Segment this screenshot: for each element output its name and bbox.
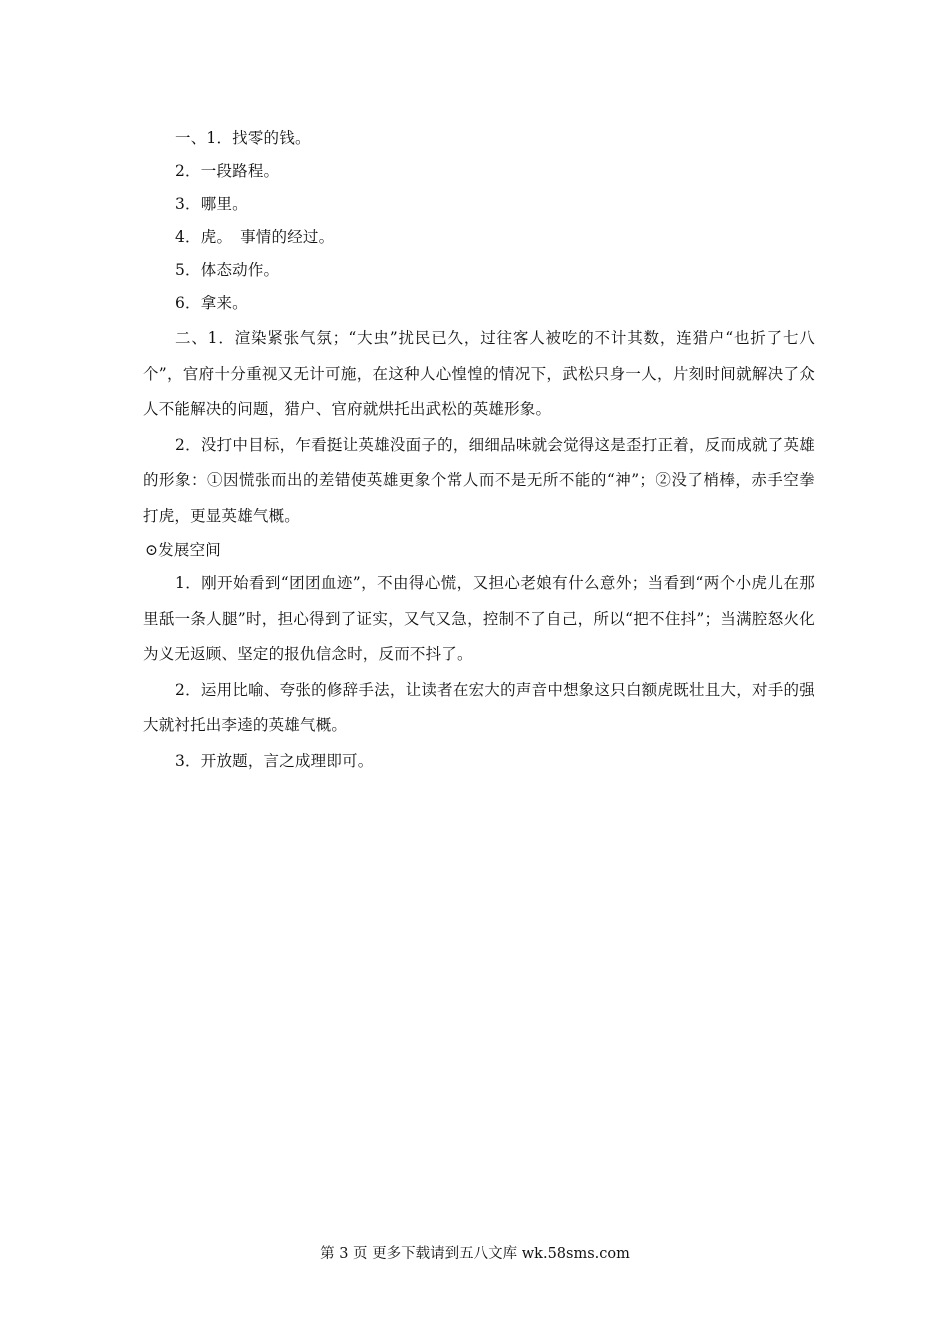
- answer-1-1: 一、1．找零的钱。: [175, 129, 311, 147]
- answer-content: [143, 122, 815, 779]
- page-footer: 第 3 页 更多下载请到五八文库 wk.58sms.com: [320, 1246, 630, 1262]
- answer-1-4: 4．虎。 事情的经过。: [175, 228, 335, 246]
- answer-2-1: 二、1．渲染紧张气氛；“大虫”扰民已久，过往客人被吃的不计其数，连猎户“也折了七八个”，官府十分重视又无计可施，在这种人心惶惶的情况下，武松只身一人，片刻时间就解决了众人不能解决的问题，猎户、官府就烘托出武松的英雄形象。: [143, 329, 815, 418]
- development-2: 2．运用比喻、夸张的修辞手法，让读者在宏大的声音中想象这只白额虎既壮且大，对手的强大就衬托出李逵的英雄气概。: [143, 680, 815, 734]
- development-3: 3．开放题，言之成理即可。: [175, 751, 374, 770]
- answer-2-2: 2．没打中目标，乍看挺让英雄没面子的，细细品味就会觉得这是歪打正着，反而成就了英雄的形象：①因慌张而出的差错使英雄更象个常人而不是无所不能的“神”；②没了梢棒，赤手空拳打虎，更显英雄气概。: [143, 435, 815, 525]
- development-1: 1．刚开始看到“团团血迹”，不由得心慌，又担心老娘有什么意外；当看到“两个小虎儿在那里舐一条人腿”时，担心得到了证实，又气又急，控制不了自己，所以“把不住抖”；当满腔怒火化为义无返顾、坚定的报仇信念时，反而不抖了。: [143, 574, 815, 663]
- section-title: ⊙发展空间: [145, 541, 221, 559]
- answer-1-6: 6．拿来。: [175, 294, 248, 312]
- answer-1-2: 2．一段路程。: [175, 162, 280, 180]
- answer-1-3: 3．哪里。: [175, 195, 248, 213]
- answer-1-5: 5．体态动作。: [175, 261, 280, 279]
